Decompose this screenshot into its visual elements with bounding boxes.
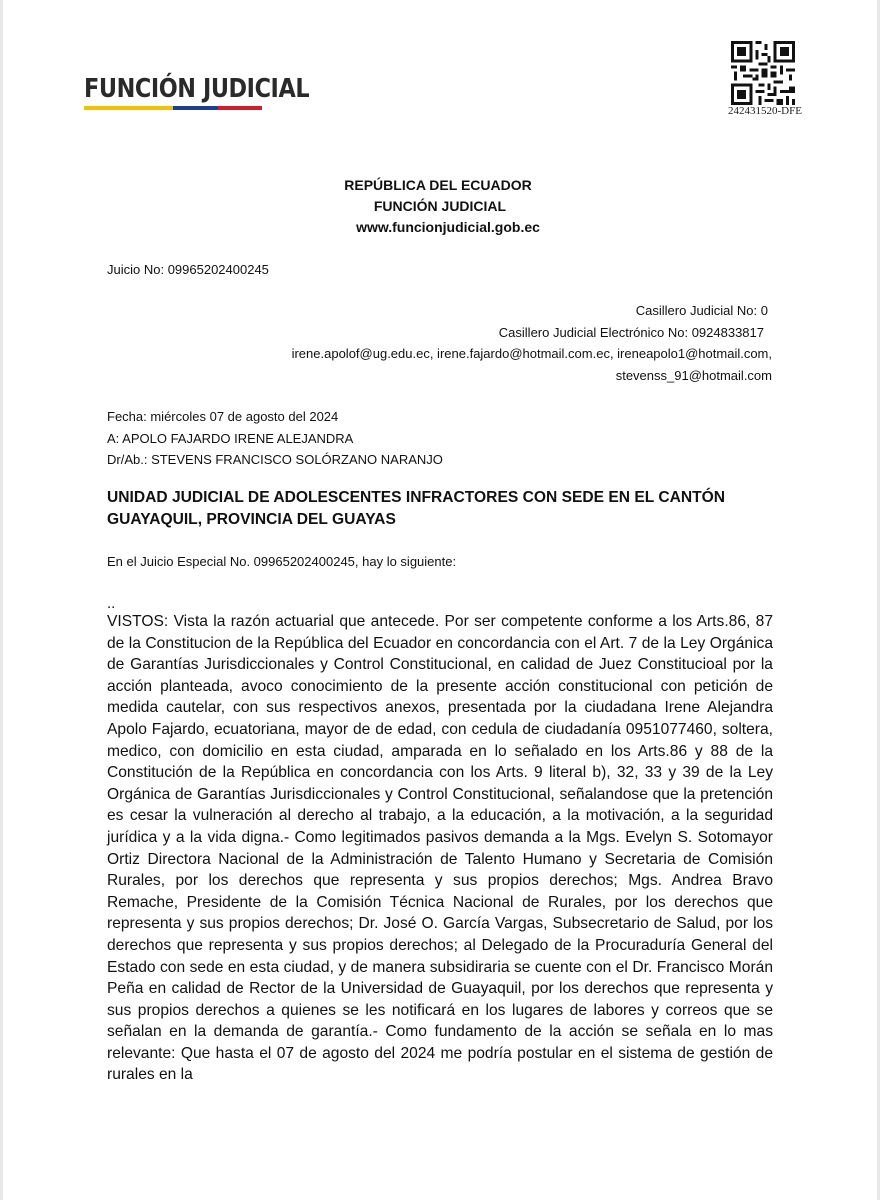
funcion-judicial-logo [84, 74, 310, 110]
notice-date: Fecha: miércoles 07 de agosto del 2024 [107, 409, 339, 424]
title-republica: REPÚBLICA DEL ECUADOR [344, 177, 532, 193]
judicial-unit-heading: UNIDAD JUDICIAL DE ADOLESCENTES INFRACTORES CON SEDE EN EL CANTÓN GUAYAQUIL, PROVINCIA DEL GUAYAS [107, 489, 726, 528]
casilleros-block [292, 300, 772, 386]
ellipsis-marker: .. [107, 595, 116, 612]
resolution-body: VISTOS: Vista la razón actuarial que antecede. Por ser competente conforme a los Arts.86, 87 de la Constitucion de la República del Ecuador en concordancia con el Art. 7 de la Ley Orgánica de Garantías Jurisdiccionales y Control Constitucional, en calidad de Juez Constitucioal por la acción planteada, avoco conocimiento de la presente acción constitucional con petición de medida cautelar, con sus respectivos anexos, presentada por la ciudadana Irene Alejandra Apolo Fajardo, ecuatoriana, mayor de de edad, con cedula de ciudadanía 0951077460, soltera, medico, con domicilio en esta ciudad, amparada en lo señalado en los Arts.86 y 88 de la Constitución de la República en concordancia con los Arts. 9 literal b), 32, 33 y 39 de la Ley Orgánica de Garantías Jurisdiccionales y Control Constitucional, señalandose que la pretención es cesar la vulneración al derecho al trabajo, a la educación, a la motivación, a la seguridad jurídica y a la vida digna.- Como legitimados pasivos demanda a la Mgs. Evelyn S. Sotomayor Ortiz Directora Nacional de la Administración de Talento Humano y Secretaria de Comisión Rurales, por los derechos que representa y sus propios derechos; Mgs. Andrea Bravo Remache, Presidente de la Comisión Técnica Nacional de Rurales, por los derechos que representa y sus propios derechos; Dr. José O. García Vargas, Subsecretario de Salud, por los derechos que representa y sus propios derechos; al Delegado de la Procuraduría General del Estado con sede en esta ciudad, y de manera subsidiraria se cuente con el Dr. Francisco Morán Peña en calidad de Rector de la Universidad de Guayaquil, por los derechos que representa y sus propios derechos a quienes se les notificará en los lugares de labores y correos que se señalan en la demanda de garantía.- Como fundamento de la acción se señala en lo mas relevante: Que hasta el 07 de agosto del 2024 me podría postular en el sistema de gestión de rurales en la [107, 613, 773, 1084]
title-website: www.funcionjudicial.gob.ec [356, 219, 540, 235]
notification-emails-cont: stevenss_91@hotmail.com [615, 367, 772, 383]
casillero-judicial: Casillero Judicial No: 0 [635, 303, 768, 318]
title-funcion-judicial: FUNCIÓN JUDICIAL [373, 198, 507, 214]
notice-recipient: A: APOLO FAJARDO IRENE ALEJANDRA [107, 430, 354, 446]
qr-code-icon [731, 41, 795, 105]
case-intro: En el Juicio Especial No. 09965202400245, hay lo siguiente: [107, 554, 457, 569]
document-title-block [0, 175, 880, 238]
notice-lawyer: Dr/Ab.: STEVENS FRANCISCO SOLÓRZANO NARANJO [107, 452, 443, 467]
logo-text: FUNCIÓN JUDICIAL [84, 74, 310, 104]
notice-header [107, 406, 443, 471]
juicio-number: Juicio No: 09965202400245 [107, 262, 269, 277]
notification-emails: irene.apolof@ug.edu.ec, irene.fajardo@hotmail.com.ec, ireneapolo1@hotmail.com, [291, 346, 772, 361]
qr-code-id: 242431520-DFE [728, 105, 802, 117]
casillero-electronico: Casillero Judicial Electrónico No: 0924833817 [498, 324, 764, 340]
flag-stripe [84, 106, 262, 110]
